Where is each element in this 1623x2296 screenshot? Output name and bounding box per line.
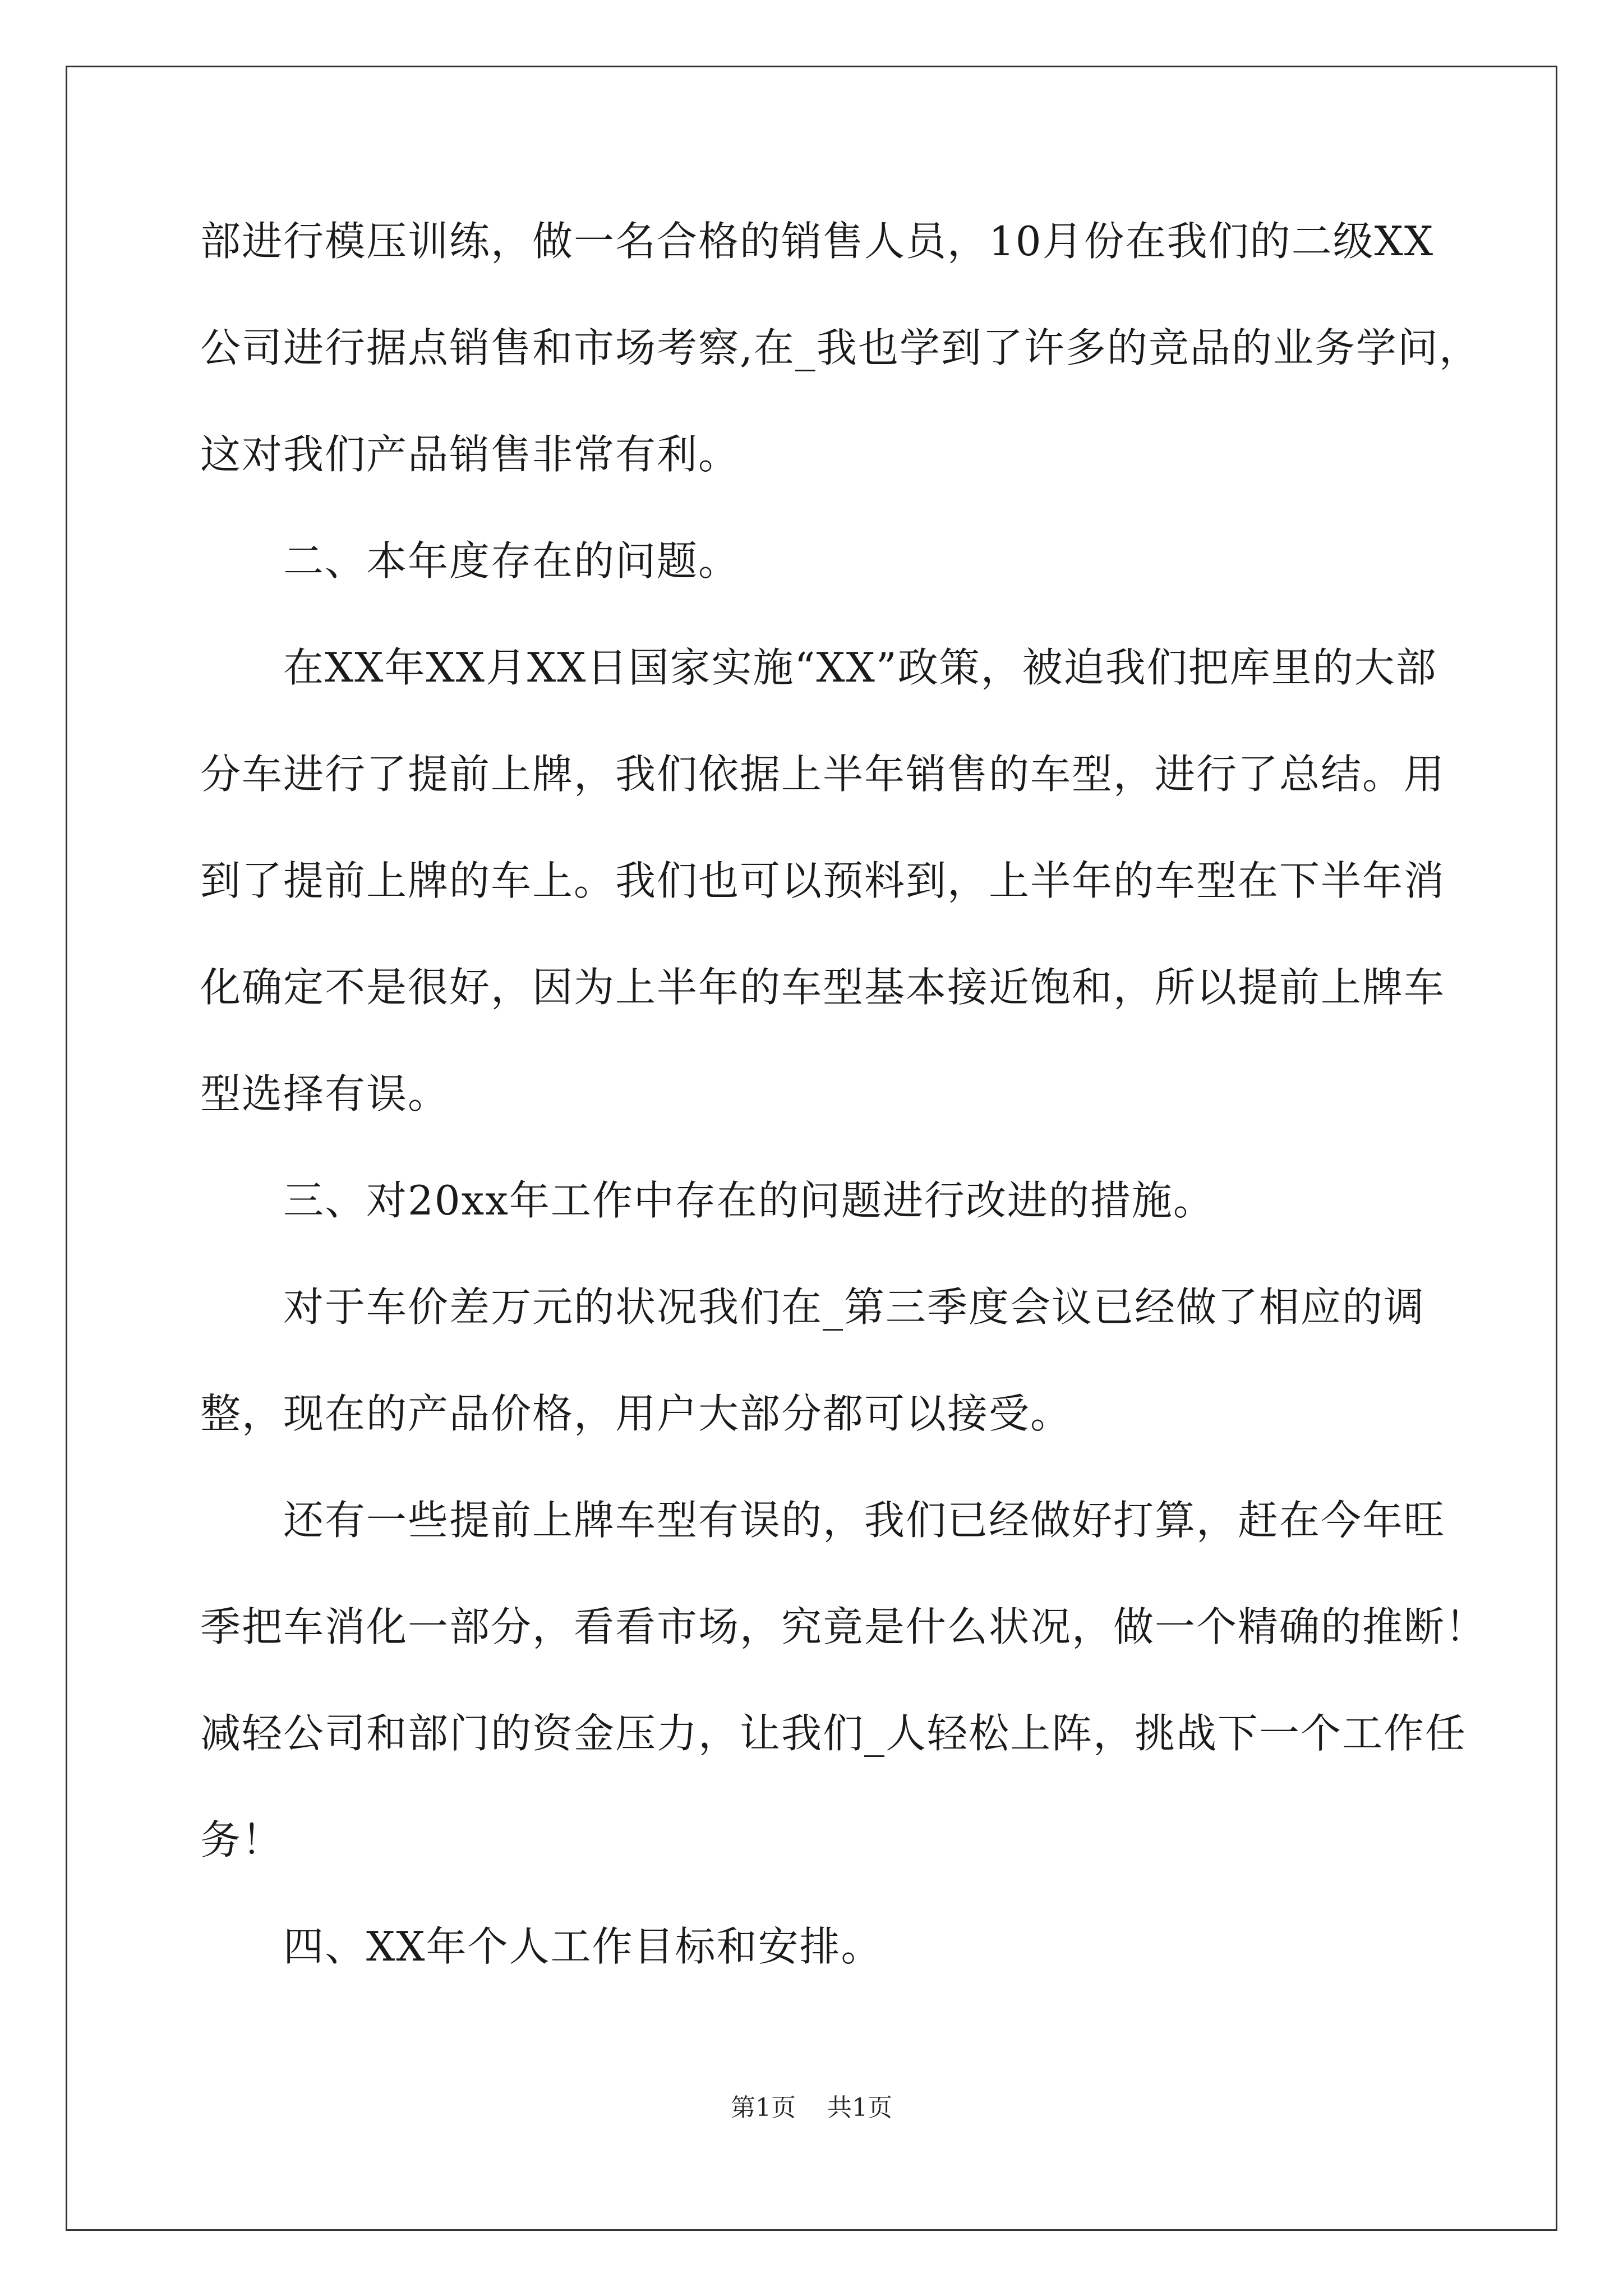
text-line: 季把车消化一部分，看看市场，究竟是什么状况，做一个精确的推断！ bbox=[200, 1603, 1487, 1650]
text-line: 在XX年XX月XX日国家实施“XX”政策，被迫我们把库里的大部 bbox=[283, 644, 1437, 691]
section-heading: 二、本年度存在的问题。 bbox=[283, 537, 740, 585]
page-footer bbox=[0, 2091, 1623, 2125]
text-line: 减轻公司和部门的资金压力，让我们_人轻松上阵，挑战下一个工作任 bbox=[200, 1710, 1467, 1757]
section-heading: 四、XX年个人工作目标和安排。 bbox=[283, 1923, 883, 1970]
page-border bbox=[66, 66, 1557, 2231]
text-line: 化确定不是很好，因为上半年的车型基本接近饱和，所以提前上牌车 bbox=[200, 964, 1446, 1011]
page-total: 共1页 bbox=[827, 2093, 892, 2122]
text-line: 到了提前上牌的车上。我们也可以预料到，上半年的车型在下半年消 bbox=[200, 857, 1446, 904]
text-line: 整，现在的产品价格，用户大部分都可以接受。 bbox=[200, 1390, 1072, 1437]
text-line: 公司进行据点销售和市场考察,在_我也学到了许多的竞品的业务学问， bbox=[200, 324, 1481, 371]
text-line: 务！ bbox=[200, 1816, 284, 1864]
text-line: 还有一些提前上牌车型有误的，我们已经做好打算，赶在今年旺 bbox=[283, 1497, 1446, 1544]
text-line: 对于车价差万元的状况我们在_第三季度会议已经做了相应的调 bbox=[283, 1283, 1426, 1331]
section-heading: 三、对20xx年工作中存在的问题进行改进的措施。 bbox=[283, 1177, 1215, 1224]
text-line: 型选择有误。 bbox=[200, 1070, 450, 1117]
page-number: 第1页 bbox=[731, 2093, 796, 2122]
text-line: 这对我们产品销售非常有利。 bbox=[200, 431, 740, 478]
text-line: 部进行模压训练，做一名合格的销售人员，10月份在我们的二级XX bbox=[200, 218, 1435, 265]
text-line: 分车进行了提前上牌，我们依据上半年销售的车型，进行了总结。用 bbox=[200, 751, 1446, 798]
